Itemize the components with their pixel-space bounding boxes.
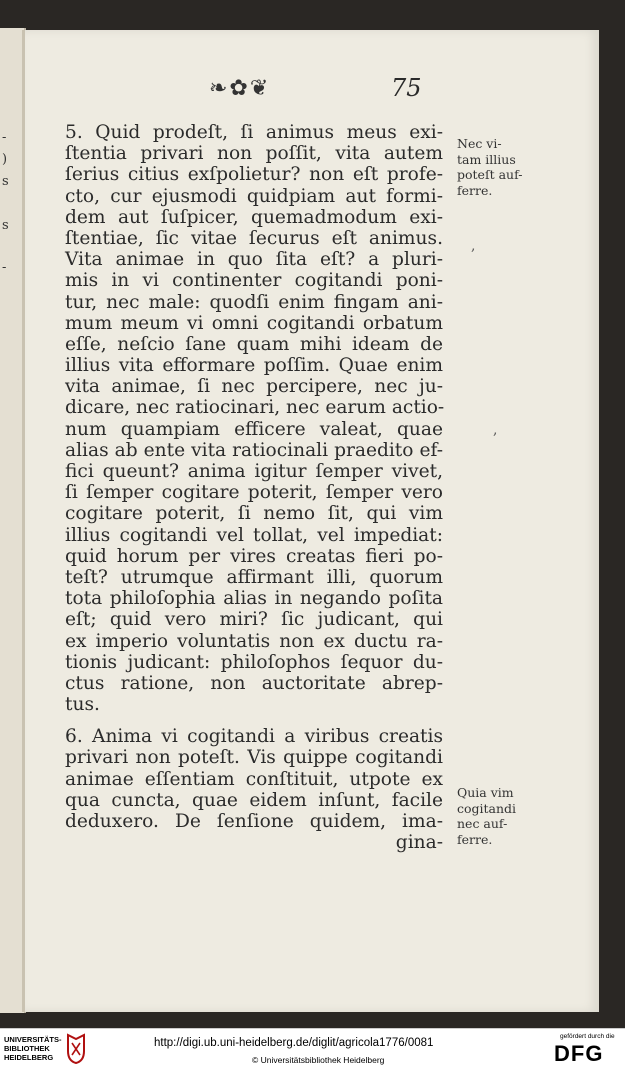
dfg-logo: DFG [554,1041,604,1066]
text-line: Vita animae in quo ſita eſt? a pluri- [65,249,443,271]
margin-note-line: nec auf- [457,816,508,831]
text-line: tionis judicant: philoſophos ſequor du- [65,651,443,673]
margin-note-1 [457,136,577,198]
margin-note-line: poteſt auf- [457,167,523,182]
previous-page-edge: - ) s s - [0,28,26,1013]
text-line: ctus ratione, non auctoritate abrep- [65,672,443,694]
text-line: illius vita efformare poſſim. Quae enim [65,355,443,377]
body-text [65,122,443,853]
text-line: cto, cur ejusmodi quidpiam aut formi- [65,185,443,207]
text-line: 5. Quid prodeſt, ſi animus meus exi- [65,122,443,143]
text-line: illius cogitandi vel tollat, vel impediat: [65,524,443,546]
margin-note-2 [457,785,577,847]
margin-note-line: ferre. [457,182,493,198]
text-line: eſt; quid vero miri? ſic judicant, qui [65,609,443,631]
text-line: mum meum vi omni cogitandi orbatum [65,312,443,334]
ink-mark: , [493,422,498,438]
margin-note-line: Quia vim [457,785,514,800]
book-page [22,30,599,1012]
margin-note-line: Nec vi- [457,136,502,151]
footer-bar [0,1028,625,1073]
text-line: ſtentiae, ſic vitae ſecurus eſt animus. [65,227,443,249]
dfg-caption: gefördert durch die [560,1033,615,1040]
text-line: ſerius citius exſpolietur? non eſt profe- [65,164,443,186]
copyright-text: © Universitätsbibliothek Heidelberg [252,1055,385,1065]
text-line: gina- [395,832,443,854]
library-logo: UNIVERSITÄTS- BIBLIOTHEK HEIDELBERG [4,1035,62,1062]
text-line: tur, nec male: quodſi enim fingam ani- [65,291,443,313]
margin-note-line: tam illius [457,151,516,167]
text-line: qua cuncta, quae eidem inſunt, facile [65,789,443,811]
page-number: 75 [391,74,422,102]
text-line: eſſe, neſcio ſane quam mihi ideam de [65,333,443,355]
text-line: alias ab ente vita ratiocinali praedito ef- [65,439,443,461]
text-line: dicare, nec ratiocinari, nec earum actio- [65,397,445,419]
text-line: num quampiam efficere valeat, quae [65,418,443,440]
text-line: animae eſſentiam conſtituit, utpote ex [65,768,443,790]
text-line: vita animae, ſi nec percipere, nec ju- [65,376,443,398]
text-line: quid horum per vires creatas fieri po- [65,545,443,567]
text-line: ex imperio voluntatis non ex ductu ra- [65,630,443,652]
text-line: mis in vi continenter cogitandi poni- [65,270,443,292]
ornament-icon: ❧✿❦ [209,76,271,101]
text-line: ſi ſemper cogitare poterit, ſemper vero [65,482,443,504]
text-line: tus. [65,694,100,716]
margin-note-line: ferre. [457,831,493,847]
text-line: 6. Anima vi cogitandi a viribus creatis [65,726,443,748]
university-crest-icon [66,1033,86,1065]
text-line: fici queunt? anima igitur ſemper vivet, [65,461,443,482]
paragraph-gap [65,715,443,726]
text-line: ſtentia privari non poſſit, vita autem [65,143,443,165]
text-line: cogitare poterit, ſi nemo ſit, qui vim [65,503,443,525]
ink-mark: , [471,238,476,254]
margin-note-line: cogitandi [457,800,517,816]
text-line: tota philoſophia alias in negando poſita [65,588,443,610]
text-line: dem aut ſuſpicer, quemadmodum exi- [65,206,443,228]
text-line: teſt? utrumque affirmant illi, quorum [65,566,443,588]
text-line: privari non poteſt. Vis quippe cogitandi [65,747,443,769]
source-url-link[interactable]: http://digi.ub.uni-heidelberg.de/diglit/agricola1776/0081 [154,1037,434,1049]
text-line: deduxero. De ſenſione quidem, ima- [65,811,443,832]
